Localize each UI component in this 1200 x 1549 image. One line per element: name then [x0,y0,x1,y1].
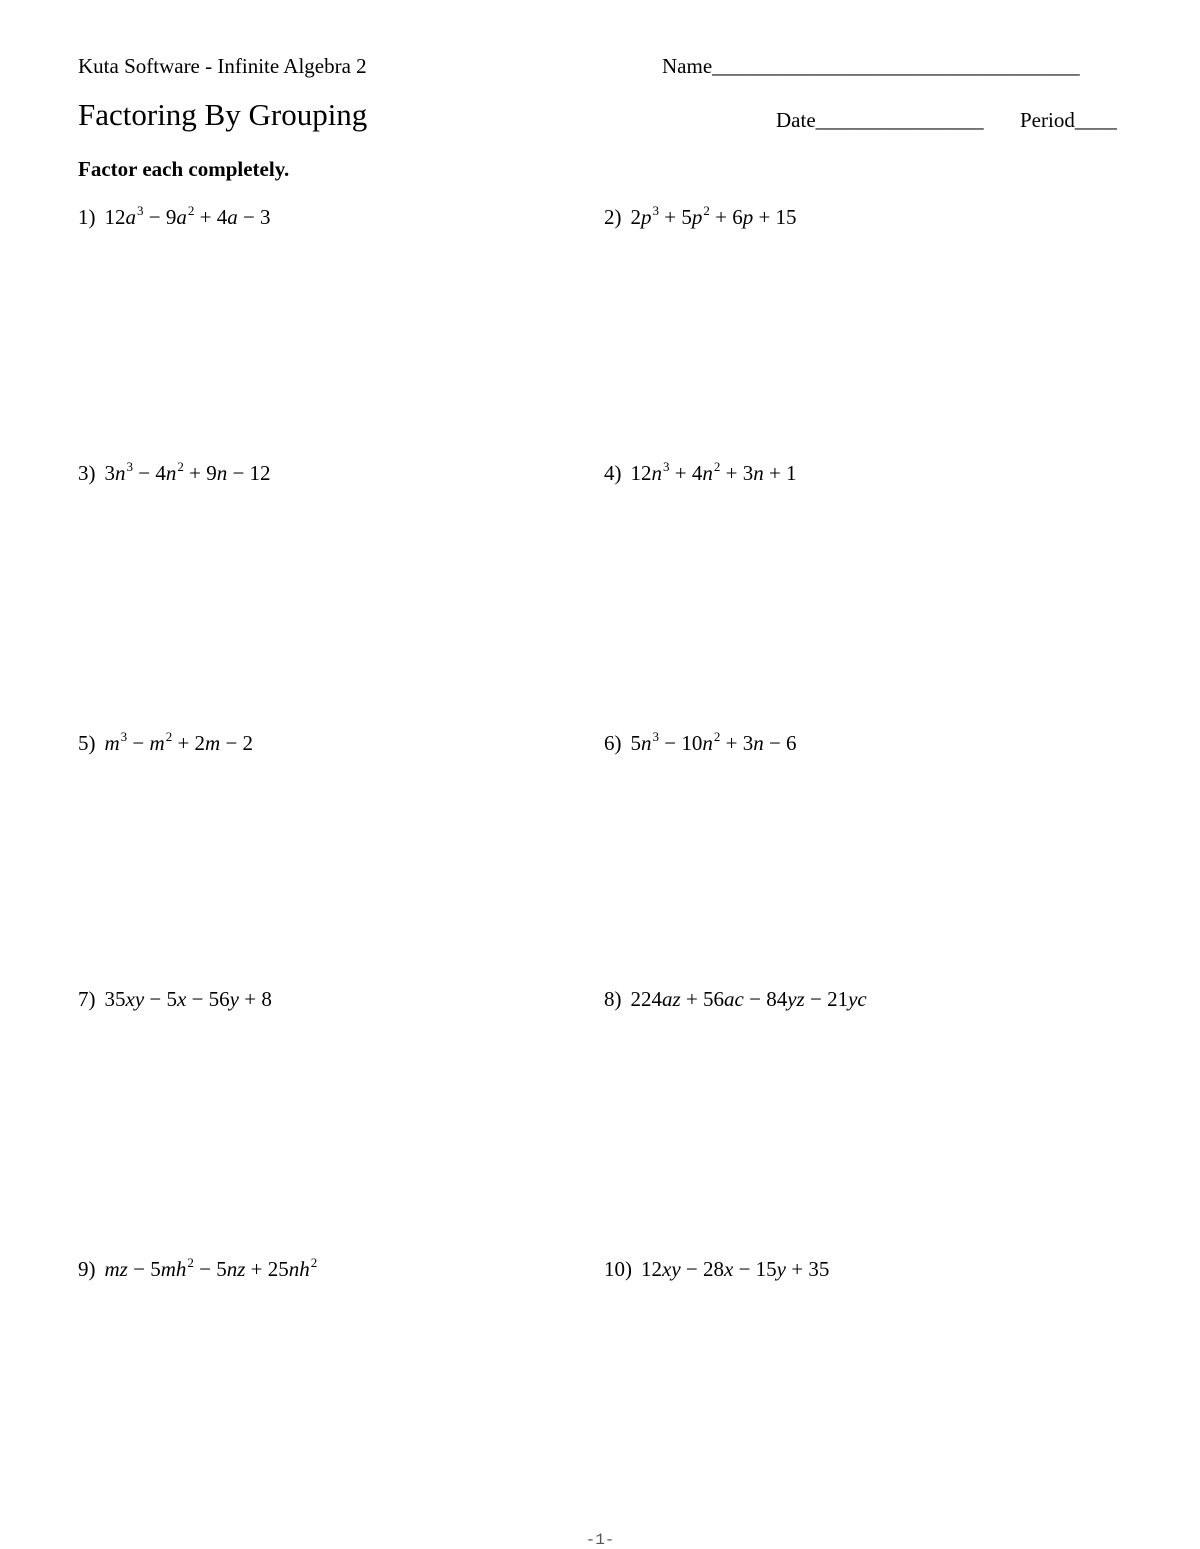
problem-number: 10) [604,1257,632,1281]
problem-expression: $3n^3 - 4n^2 + 9n - 12$ [104,459,271,485]
problem-number: 3) [78,461,96,485]
name-field: Name___________________________________ [662,54,1080,78]
problem-7 [78,987,272,1012]
problem-expression: $12a^3 - 9a^2 + 4a - 3$ [104,203,271,229]
problem-9 [78,1257,317,1282]
problem-number: 4) [604,461,622,485]
problem-number: 2) [604,205,622,229]
problem-expression: 35xy − 5x − 56y + 8 [104,987,272,1011]
problem-3 [78,461,271,486]
problem-4 [604,461,797,486]
problem-expression: 224az + 56ac − 84yz − 21yc [630,987,867,1011]
problem-number: 5) [78,731,96,755]
problem-number: 9) [78,1257,96,1281]
problem-1 [78,205,271,230]
worksheet-source: Kuta Software - Infinite Algebra 2 [78,54,367,78]
problem-5 [78,731,253,756]
problem-expression: $m^3 - m^2 + 2m - 2$ [104,729,254,755]
problem-number: 1) [78,205,96,229]
problem-number: 7) [78,987,96,1011]
problem-expression: mz − $5mh^2 - 5nz + 25nh^2$ [104,1255,318,1281]
period-field: Period____ [1020,108,1117,132]
problem-8 [604,987,867,1012]
problem-expression: $5n^3 - 10n^2 + 3n - 6$ [630,729,797,755]
problem-expression: 12xy − 28x − 15y + 35 [641,1257,830,1281]
instructions: Factor each completely. [78,157,290,181]
problem-expression: $2p^3 + 5p^2 + 6p + 15$ [630,203,797,229]
problem-number: 6) [604,731,622,755]
problem-number: 8) [604,987,622,1011]
problem-2 [604,205,797,230]
page-number: -1- [585,1531,615,1549]
problem-10 [604,1257,829,1282]
date-field: Date________________ [776,108,984,132]
problem-expression: $12n^3 + 4n^2 + 3n + 1$ [630,459,797,485]
problem-6 [604,731,797,756]
worksheet-title: Factoring By Grouping [78,97,368,132]
